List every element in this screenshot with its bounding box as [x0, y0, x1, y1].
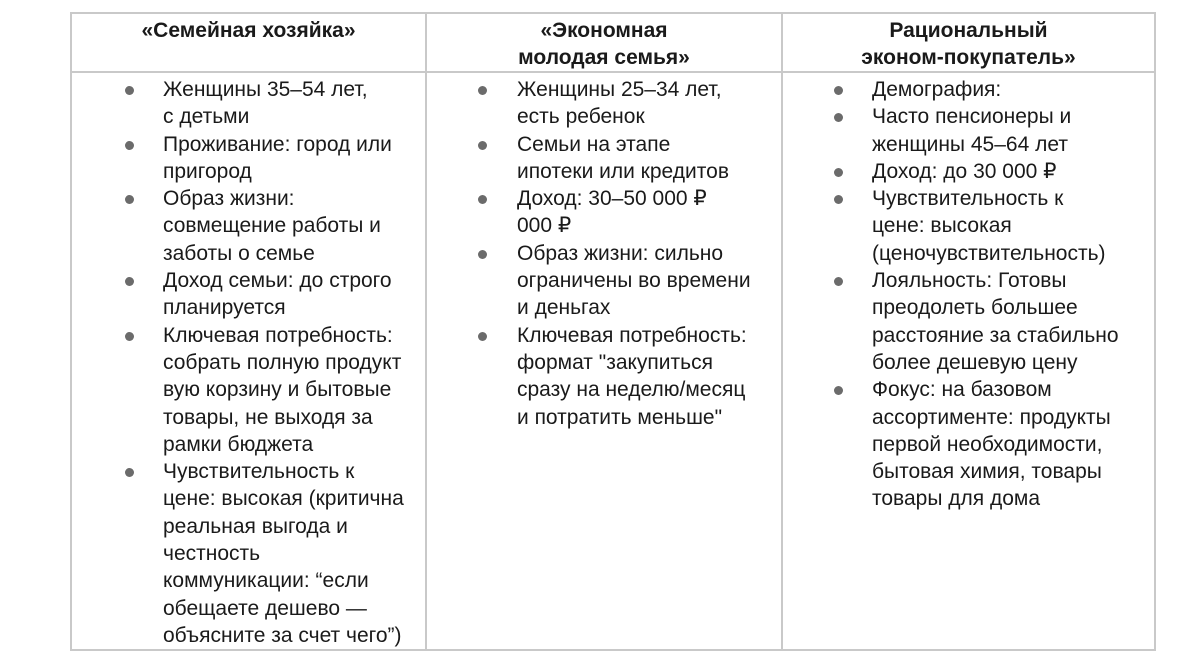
bullet-icon: [125, 86, 134, 95]
segment-cell-young-family: [426, 72, 782, 650]
list-item: [427, 185, 781, 240]
segment-title: «Экономная молодая семья»: [426, 13, 782, 72]
list-item-text: Демография:: [872, 78, 1002, 101]
list-item-text: Проживание: город или пригород: [163, 132, 392, 183]
bullet-icon: [478, 195, 487, 204]
bullet-icon: [125, 195, 134, 204]
list-item: [783, 185, 1154, 267]
list-item: [427, 76, 781, 131]
list-item-text: Женщины 35–54 лет, с детьми: [163, 78, 368, 129]
segment-bullet-list: [427, 76, 781, 431]
list-item-text: Ключевая потребность: собрать полную продукт вую корзину и бытовые товары, не выходя за рамки бюджета: [163, 323, 402, 456]
bullet-icon: [478, 250, 487, 259]
list-item: [72, 131, 425, 186]
list-item-text: Чувствительность к цене: высокая (ценочувствительность): [872, 187, 1106, 265]
list-item-text: Чувствительность к цене: высокая (критична реальная выгода и честность коммуникации: “если обещаете дешево — объясните за счет чего”): [163, 460, 404, 647]
bullet-icon: [478, 86, 487, 95]
list-item-text: Образ жизни: сильно ограничены во времени и деньгах: [517, 241, 751, 320]
header-row: [71, 13, 1155, 72]
bullet-icon: [125, 141, 134, 150]
segment-cell-rational-buyer: [782, 72, 1155, 650]
segment-title: «Семейная хозяйка»: [71, 13, 426, 72]
list-item: [72, 76, 425, 131]
list-item-text: Ключевая потребность: формат "закупиться сразу на неделю/месяц и потратить меньше": [517, 323, 747, 429]
bullet-icon: [834, 386, 843, 395]
list-item: [72, 458, 425, 649]
segment-cell-family-housewife: [71, 72, 426, 650]
list-item-text: Доход семьи: до строго планируется: [163, 269, 392, 320]
list-item: [72, 267, 425, 322]
list-item: [427, 240, 781, 322]
list-item: [783, 103, 1154, 158]
list-item: [427, 322, 781, 431]
content-row: [71, 72, 1155, 650]
bullet-icon: [834, 277, 843, 286]
bullet-icon: [834, 168, 843, 177]
list-item: [72, 185, 425, 267]
bullet-icon: [125, 277, 134, 286]
list-item-text: Образ жизни: совмещение работы и заботы о семье: [163, 187, 381, 265]
list-item-text: Фокус: на базовом ассортименте: продукты первой необходимости, бытовая химия, товары товары для дома: [872, 378, 1111, 511]
list-item-text: Женщины 25–34 лет, есть ребенок: [517, 78, 722, 129]
bullet-icon: [834, 86, 843, 95]
list-item: [783, 76, 1154, 103]
list-item-text: Часто пенсионеры и женщины 45–64 лет: [872, 105, 1072, 156]
list-item: [72, 322, 425, 458]
segment-bullet-list: [72, 76, 425, 649]
persona-segments-table: [70, 12, 1156, 651]
list-item: [427, 131, 781, 186]
list-item-text: Доход: 30–50 000 ₽ 000 ₽: [517, 187, 707, 238]
segment-title: Рациональный эконом-покупатель»: [782, 13, 1155, 72]
bullet-icon: [478, 141, 487, 150]
bullet-icon: [478, 332, 487, 341]
list-item-text: Семьи на этапе ипотеки или кредитов: [517, 132, 729, 183]
bullet-icon: [125, 468, 134, 477]
list-item-text: Лояльность: Готовы преодолеть большее расстояние за стабильно более дешевую цену: [872, 269, 1119, 374]
list-item: [783, 267, 1154, 376]
list-item: [783, 158, 1154, 185]
list-item-text: Доход: до 30 000 ₽: [872, 159, 1057, 183]
segment-bullet-list: [783, 76, 1154, 513]
bullet-icon: [834, 195, 843, 204]
bullet-icon: [834, 113, 843, 122]
bullet-icon: [125, 332, 134, 341]
list-item: [783, 376, 1154, 512]
